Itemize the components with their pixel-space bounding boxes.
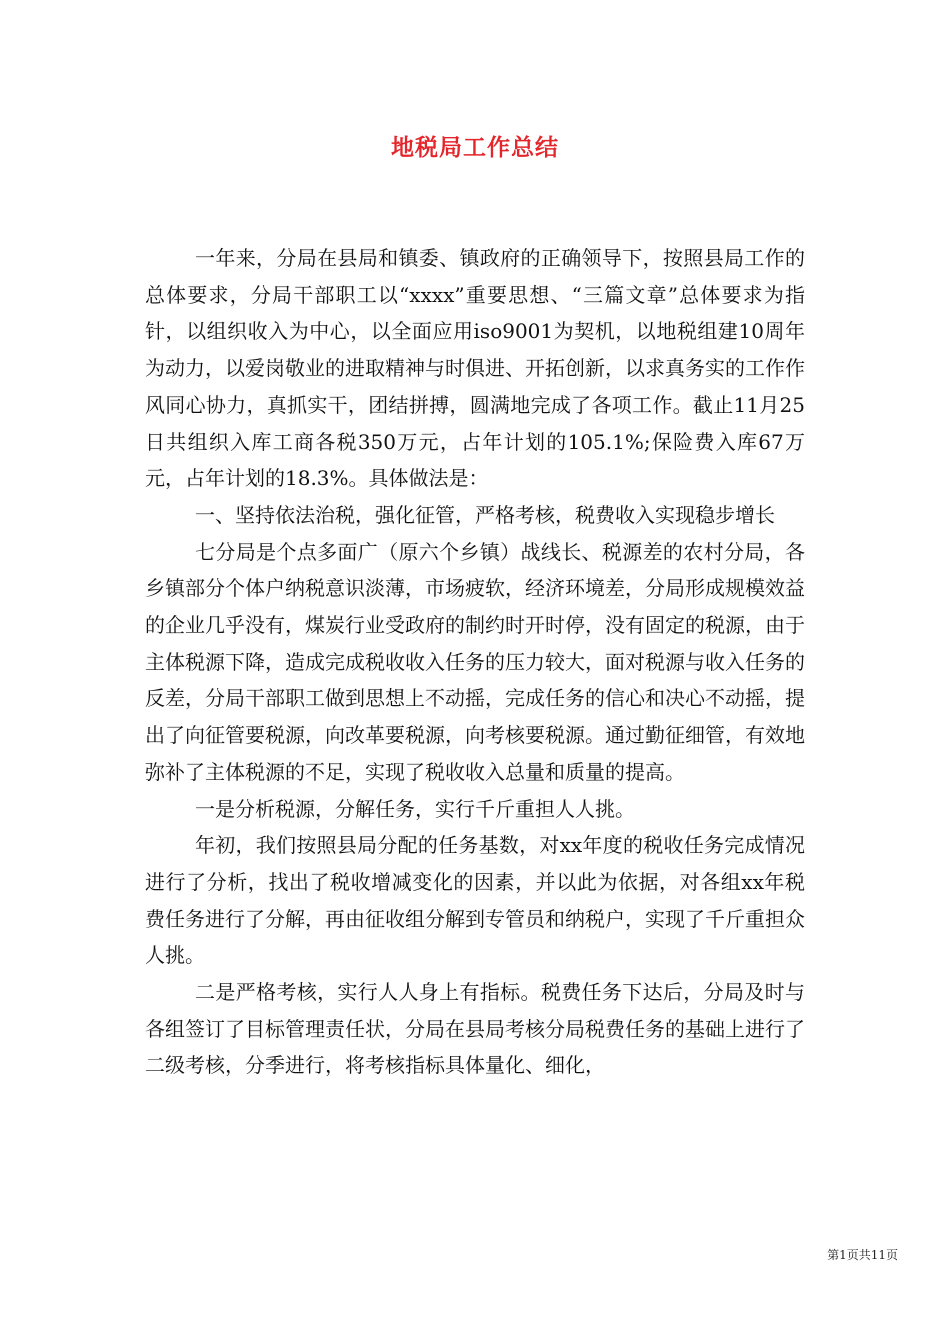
paragraph-point-two: 二是严格考核，实行人人身上有指标。税费任务下达后，分局及时与各组签订了目标管理责任状，分局在县局考核分局税费任务的基础上进行了二级考核，分季进行，将考核指标具体量化、细化， xyxy=(145,980,805,1078)
paragraph-intro: 一年来，分局在县局和镇委、镇政府的正确领导下，按照县局工作的总体要求，分局干部职工以“xxxx”重要思想、“三篇文章”总体要求为指针，以组织收入为中心，以全面应用iso9001为契机，以地税组建10周年为动力，以爱岗敬业的进取精神与时俱进、开拓创新，以求真务实的工作作风同心协力，真抓实干，团结拼搏，圆满地完成了各项工作。截止11月25日共组织入库工商各税350万元，占年计划的105.1%;保险费入库67万元，占年计划的18.3%。具体做法是： xyxy=(145,246,805,491)
document-body xyxy=(145,240,805,1084)
page-number-footer: 第1页共11页 xyxy=(827,1248,898,1262)
paragraph-point-one: 一是分析税源，分解任务，实行千斤重担人人挑。 xyxy=(195,796,635,821)
paragraph-task-analysis: 年初，我们按照县局分配的任务基数，对xx年度的税收任务完成情况进行了分析，找出了税收增减变化的因素，并以此为依据，对各组xx年税费任务进行了分解，再由征收组分解到专管员和纳税户，实现了千斤重担众人挑。 xyxy=(145,833,805,968)
paragraph-heading-one: 一、坚持依法治税，强化征管，严格考核，税费收入实现稳步增长 xyxy=(195,502,775,527)
document-title: 地税局工作总结 xyxy=(391,134,559,161)
paragraph-branch-situation: 七分局是个点多面广（原六个乡镇）战线长、税源差的农村分局，各乡镇部分个体户纳税意识淡薄，市场疲软，经济环境差，分局形成规模效益的企业几乎没有，煤炭行业受政府的制约时开时停，没有固定的税源，由于主体税源下降，造成完成税收收入任务的压力较大，面对税源与收入任务的反差，分局干部职工做到思想上不动摇，完成任务的信心和决心不动摇，提出了向征管要税源，向改革要税源，向考核要税源。通过勤征细管，有效地弥补了主体税源的不足，实现了税收收入总量和质量的提高。 xyxy=(145,539,805,784)
